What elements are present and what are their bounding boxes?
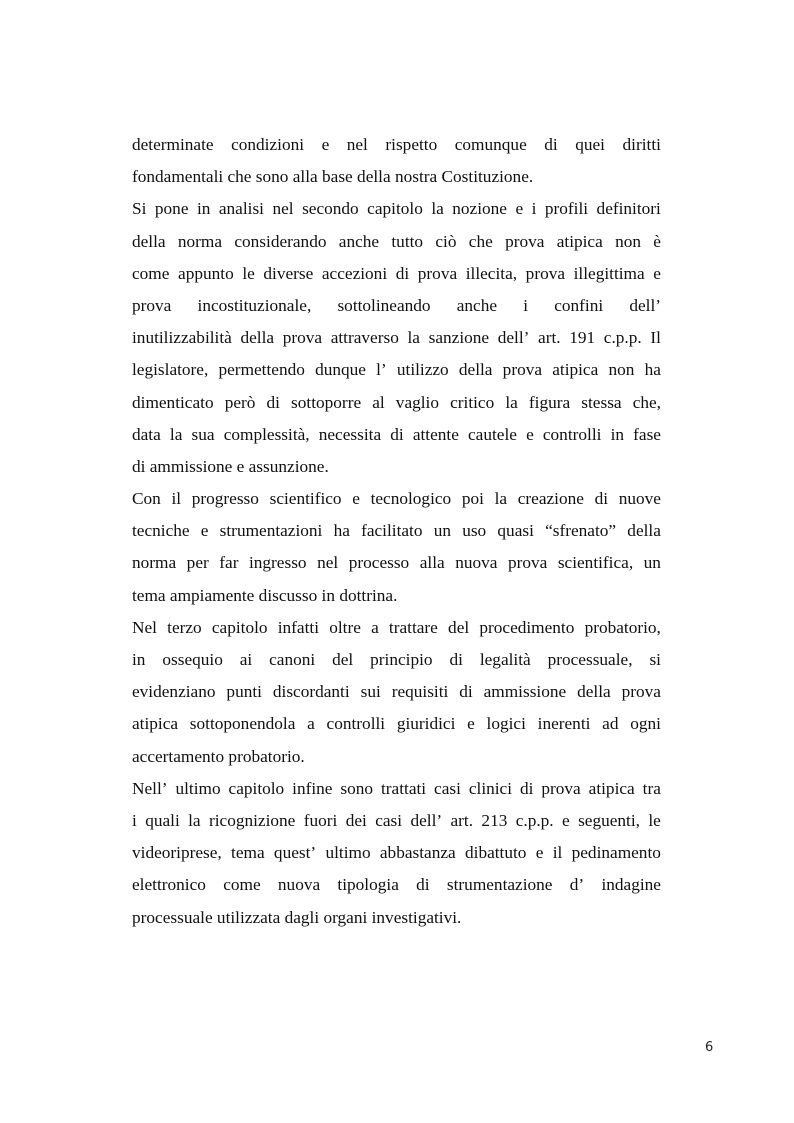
text-line: Nell’ ultimo capitolo infine sono trattati casi clinici di prova atipica tra — [132, 778, 661, 798]
text-line: data la sua complessità, necessita di attente cautele e controlli in fase — [132, 424, 661, 444]
page-number: 6 — [705, 1040, 714, 1055]
text-line: Nel terzo capitolo infatti oltre a trattare del procedimento probatorio, — [132, 617, 661, 637]
text-line: dimenticato però di sottoporre al vaglio critico la figura stessa che, — [132, 392, 661, 412]
text-line: norma per far ingresso nel processo alla nuova prova scientifica, un — [132, 553, 661, 573]
paragraph — [132, 773, 661, 934]
text-line: processuale utilizzata dagli organi investigativi. — [132, 907, 462, 927]
text-line: fondamentali che sono alla base della nostra Costituzione. — [132, 167, 534, 187]
text-line: atipica sottoponendola a controlli giuridici e logici inerenti ad ogni — [132, 714, 661, 734]
text-line: inutilizzabilità della prova attraverso la sanzione dell’ art. 191 c.p.p. Il — [132, 328, 661, 348]
text-line: i quali la ricognizione fuori dei casi dell’ art. 213 c.p.p. e seguenti, le — [132, 810, 661, 830]
paragraph — [132, 483, 661, 612]
text-line: elettronico come nuova tipologia di strumentazione d’ indagine — [132, 875, 661, 895]
text-line: legislatore, permettendo dunque l’ utilizzo della prova atipica non ha — [132, 360, 661, 380]
text-line: della norma considerando anche tutto ciò che prova atipica non è — [132, 231, 661, 251]
paragraph — [132, 193, 661, 483]
text-line: come appunto le diverse accezioni di prova illecita, prova illegittima e — [132, 263, 661, 283]
text-line: di ammissione e assunzione. — [132, 456, 329, 476]
text-line: tecniche e strumentazioni ha facilitato un uso quasi “sfrenato” della — [132, 521, 661, 541]
text-line: Si pone in analisi nel secondo capitolo la nozione e i profili definitori — [132, 199, 661, 219]
paragraph — [132, 612, 661, 773]
text-line: prova incostituzionale, sottolineando anche i confini dell’ — [132, 295, 661, 315]
text-line: videoriprese, tema quest’ ultimo abbastanza dibattuto e il pedinamento — [132, 843, 661, 863]
text-line: evidenziano punti discordanti sui requisiti di ammissione della prova — [132, 682, 661, 702]
text-line: determinate condizioni e nel rispetto comunque di quei diritti — [132, 135, 661, 154]
paragraph — [132, 129, 661, 193]
text-line: accertamento probatorio. — [132, 746, 305, 766]
text-line: Con il progresso scientifico e tecnologico poi la creazione di nuove — [132, 489, 661, 509]
text-line: in ossequio ai canoni del principio di legalità processuale, si — [132, 650, 661, 669]
text-line: tema ampiamente discusso in dottrina. — [132, 585, 398, 605]
body-text — [132, 129, 661, 934]
